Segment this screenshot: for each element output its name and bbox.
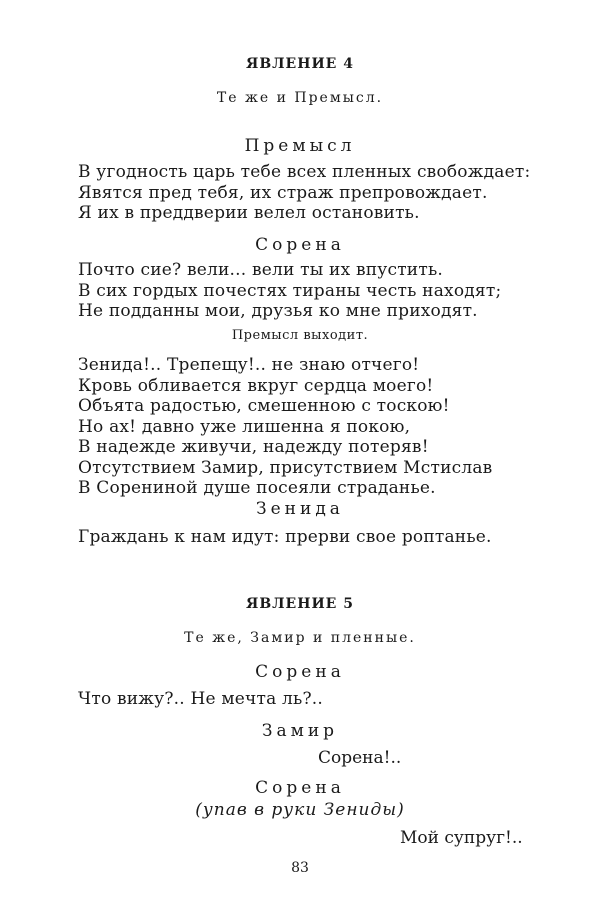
speaker-sorena: Сорена xyxy=(255,778,345,798)
scene-4-cast: Те же и Премысл. xyxy=(216,90,384,106)
verse-line: Кровь обливается вкруг сердца моего! xyxy=(78,375,434,396)
verse-line-indented: Сорена!.. xyxy=(318,748,402,768)
speaker-premysl: Премысл xyxy=(244,136,356,156)
stage-aside: (упав в руки Зениды) xyxy=(195,800,405,820)
verse-line: Что вижу?.. Не мечта ль?.. xyxy=(78,689,323,709)
page-number: 83 xyxy=(291,860,309,876)
speaker-zenida: Зенида xyxy=(256,499,344,519)
speaker-sorena: Сорена xyxy=(255,662,345,682)
speaker-sorena: Сорена xyxy=(255,235,345,255)
speech-sorena xyxy=(78,689,558,710)
verse-line-indented: Мой супруг!.. xyxy=(400,828,523,848)
speech-sorena xyxy=(78,260,558,322)
verse-line: Не подданны мои, друзья ко мне приходят. xyxy=(78,301,478,321)
verse-line: Граждань к нам идут: прерви свое роптанье. xyxy=(78,527,492,547)
verse-line: Зенида!.. Трепещу!.. не знаю отчего! xyxy=(78,355,420,375)
verse-line: В надежде живучи, надежду потеряв! xyxy=(78,437,429,457)
scene-5-heading: ЯВЛЕНИЕ 5 xyxy=(246,596,354,612)
verse-line: Я их в преддверии велел остановить. xyxy=(78,203,420,223)
scene-4-heading: ЯВЛЕНИЕ 4 xyxy=(246,56,354,72)
verse-line: Почто сие? вели... вели ты их впустить. xyxy=(78,260,443,280)
stage-direction: Премысл выходит. xyxy=(231,328,369,343)
verse-line: Явятся пред тебя, их страж препровождает. xyxy=(78,182,488,203)
verse-line: В сих гордых почестях тираны честь находят; xyxy=(78,280,502,301)
speech-sorena-continued xyxy=(78,355,558,499)
verse-line: В Сорениной душе посеяли страданье. xyxy=(78,478,436,498)
verse-line: В угодность царь тебе всех пленных свобождает: xyxy=(78,162,531,182)
verse-line: Объята радостью, смешенною с тоскою! xyxy=(78,396,450,416)
verse-line: Но ах! давно уже лишенна я покою, xyxy=(78,416,411,437)
speech-zenida xyxy=(78,527,558,548)
speaker-zamir: Замир xyxy=(261,721,339,741)
verse-line: Отсутствием Замир, присутствием Мстислав xyxy=(78,457,493,478)
speech-premysl xyxy=(78,162,558,224)
scene-5-cast: Те же, Замир и пленные. xyxy=(184,630,416,646)
